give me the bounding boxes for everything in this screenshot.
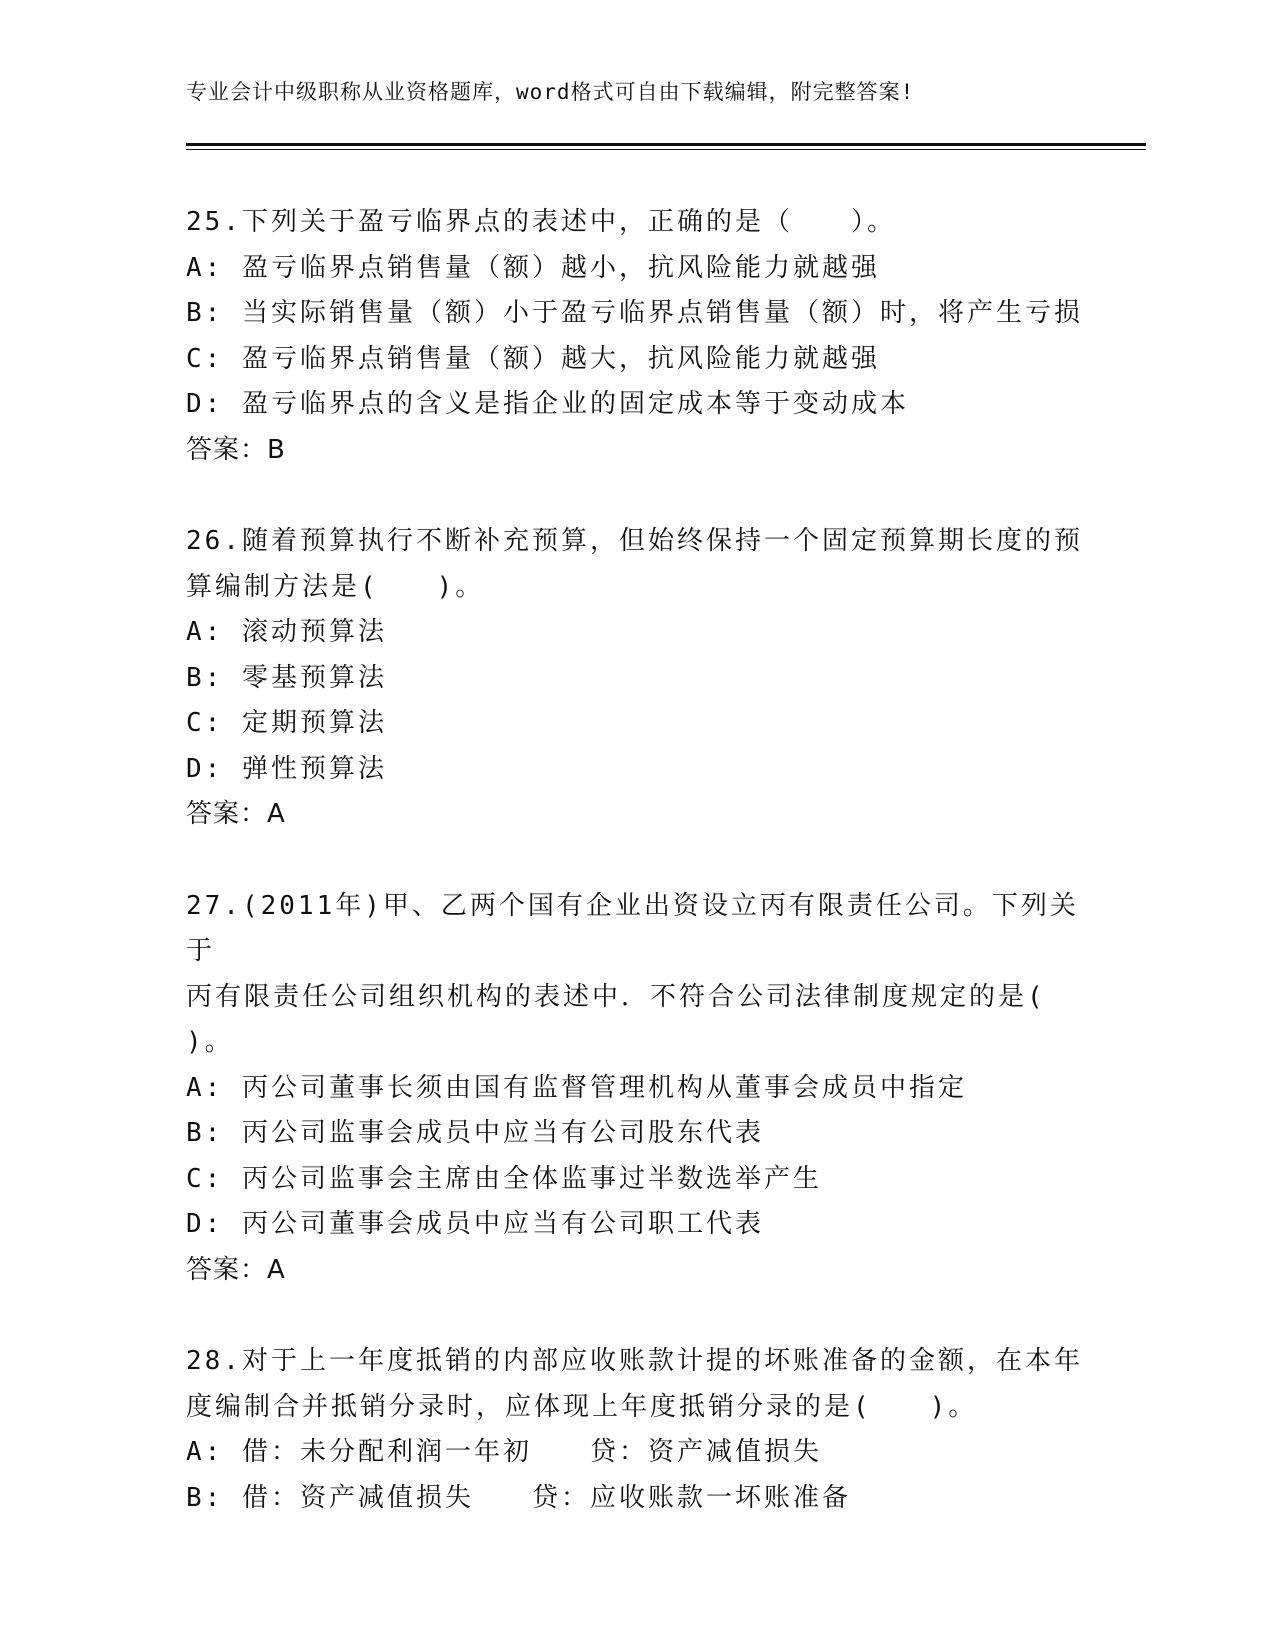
option-a: A: 借：未分配利润一年初 贷：资产减值损失 bbox=[186, 1437, 822, 1467]
answer-line: 答案：A bbox=[186, 1254, 286, 1285]
question-stem: 28.对于上一年度抵销的内部应收账款计提的坏账准备的金额，在本年 bbox=[186, 1346, 1083, 1376]
question-stem: 27.(2011年)甲、乙两个国有企业出资设立丙有限责任公司。下列关于 bbox=[186, 890, 1079, 966]
question-26 bbox=[186, 519, 1086, 838]
question-27 bbox=[186, 884, 1086, 1294]
question-list bbox=[186, 200, 1086, 1567]
option-b: B: 当实际销售量（额）小于盈亏临界点销售量（额）时，将产生亏损 bbox=[186, 298, 1083, 328]
page-header-title: 专业会计中级职称从业资格题库，word格式可自由下载编辑，附完整答案! bbox=[186, 80, 915, 104]
header-divider-thick bbox=[186, 143, 1146, 146]
option-d: D: 盈亏临界点的含义是指企业的固定成本等于变动成本 bbox=[186, 389, 909, 419]
question-stem: )。 bbox=[186, 1027, 234, 1057]
option-a: A: 滚动预算法 bbox=[186, 617, 387, 647]
option-b: B: 借：资产减值损失 贷：应收账款一坏账准备 bbox=[186, 1482, 851, 1513]
option-b: B: 丙公司监事会成员中应当有公司股东代表 bbox=[186, 1118, 764, 1148]
question-stem: 丙有限责任公司组织机构的表述中．不符合公司法律制度规定的是( bbox=[186, 981, 1046, 1012]
option-b: B: 零基预算法 bbox=[186, 662, 387, 693]
option-a: A: 丙公司董事长须由国有监督管理机构从董事会成员中指定 bbox=[186, 1072, 967, 1103]
option-d: D: 弹性预算法 bbox=[186, 753, 387, 784]
option-a: A: 盈亏临界点销售量（额）越小，抗风险能力就越强 bbox=[186, 252, 880, 283]
answer-line: 答案：A bbox=[186, 799, 286, 829]
question-stem: 26.随着预算执行不断补充预算，但始终保持一个固定预算期长度的预 bbox=[186, 526, 1083, 556]
option-c: C: 定期预算法 bbox=[186, 708, 387, 738]
question-stem: 算编制方法是( )。 bbox=[186, 571, 485, 602]
option-c: C: 盈亏临界点销售量（额）越大，抗风险能力就越强 bbox=[186, 343, 880, 374]
question-25 bbox=[186, 200, 1086, 473]
header-divider-thin bbox=[186, 149, 1146, 150]
answer-line: 答案：B bbox=[186, 434, 286, 465]
question-stem: 度编制合并抵销分录时，应体现上年度抵销分录的是( )。 bbox=[186, 1391, 978, 1422]
question-stem: 25.下列关于盈亏临界点的表述中，正确的是（ ）。 bbox=[186, 207, 896, 237]
option-d: D: 丙公司董事会成员中应当有公司职工代表 bbox=[186, 1209, 764, 1239]
question-28 bbox=[186, 1339, 1086, 1521]
option-c: C: 丙公司监事会主席由全体监事过半数选举产生 bbox=[186, 1163, 822, 1194]
